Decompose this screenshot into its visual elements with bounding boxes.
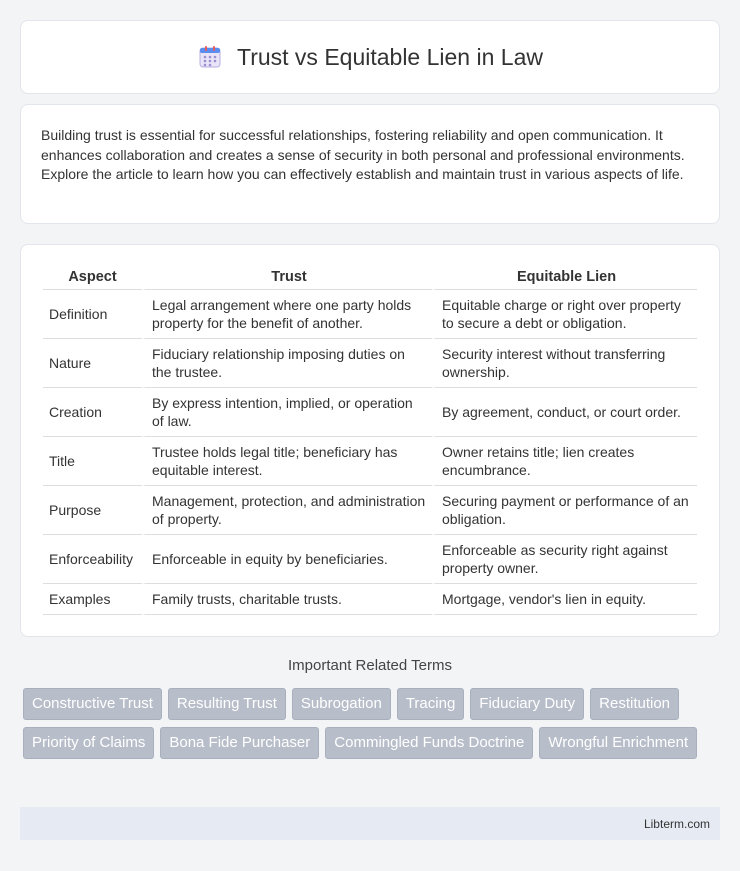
cell-aspect: Definition: [43, 290, 142, 339]
table-row: [43, 584, 697, 615]
intro-card: [20, 104, 720, 224]
cell-aspect: Nature: [43, 339, 142, 388]
cell-aspect: Purpose: [43, 486, 142, 535]
cell-lien: By agreement, conduct, or court order.: [432, 388, 697, 437]
cell-trust: Enforceable in equity by beneficiaries.: [142, 535, 432, 584]
related-terms-list: [23, 688, 723, 759]
intro-text: Building trust is essential for successful relationships, fostering reliability and open communication. It enhances collaboration and creates a sense of security in both personal and professional environments. Explore the article to learn how you can effectively establish and maintain trust in various aspects of life.: [41, 127, 685, 182]
cell-aspect: Creation: [43, 388, 142, 437]
related-term-tag[interactable]: Subrogation: [292, 688, 391, 720]
cell-trust: Legal arrangement where one party holds property for the benefit of another.: [142, 290, 432, 339]
cell-aspect: Enforceability: [43, 535, 142, 584]
table-row: [43, 486, 697, 535]
related-terms-title: Important Related Terms: [288, 657, 452, 674]
related-term-tag[interactable]: Resulting Trust: [168, 688, 286, 720]
cell-trust: Trustee holds legal title; beneficiary has equitable interest.: [142, 437, 432, 486]
cell-lien: Mortgage, vendor's lien in equity.: [432, 584, 697, 615]
cell-trust: Family trusts, charitable trusts.: [142, 584, 432, 615]
related-term-tag[interactable]: Tracing: [397, 688, 464, 720]
page-title: Trust vs Equitable Lien in Law: [237, 43, 543, 70]
footer: [20, 807, 720, 840]
table-row: [43, 535, 697, 584]
comparison-card: [20, 244, 720, 637]
table-header-row: [43, 265, 697, 290]
header-trust: Trust: [142, 265, 432, 290]
related-term-tag[interactable]: Restitution: [590, 688, 679, 720]
header-card: [20, 20, 720, 94]
cell-lien: Securing payment or performance of an obligation.: [432, 486, 697, 535]
table-row: [43, 290, 697, 339]
cell-trust: Fiduciary relationship imposing duties on the trustee.: [142, 339, 432, 388]
cell-lien: Security interest without transferring ownership.: [432, 339, 697, 388]
comparison-table: [43, 265, 697, 615]
related-term-tag[interactable]: Priority of Claims: [23, 727, 154, 759]
cell-trust: Management, protection, and administration of property.: [142, 486, 432, 535]
cell-trust: By express intention, implied, or operation of law.: [142, 388, 432, 437]
header-aspect: Aspect: [43, 265, 142, 290]
related-term-tag[interactable]: Bona Fide Purchaser: [160, 727, 319, 759]
cell-aspect: Examples: [43, 584, 142, 615]
related-term-tag[interactable]: Commingled Funds Doctrine: [325, 727, 533, 759]
cell-lien: Equitable charge or right over property to secure a debt or obligation.: [432, 290, 697, 339]
footer-site-link[interactable]: Libterm.com: [643, 816, 710, 831]
table-row: [43, 388, 697, 437]
cell-lien: Enforceable as security right against property owner.: [432, 535, 697, 584]
calendar-icon: [197, 44, 223, 70]
header-equitable-lien: Equitable Lien: [432, 265, 697, 290]
related-term-tag[interactable]: Constructive Trust: [23, 688, 162, 720]
table-row: [43, 339, 697, 388]
related-term-tag[interactable]: Wrongful Enrichment: [539, 727, 697, 759]
cell-aspect: Title: [43, 437, 142, 486]
cell-lien: Owner retains title; lien creates encumbrance.: [432, 437, 697, 486]
related-term-tag[interactable]: Fiduciary Duty: [470, 688, 584, 720]
table-row: [43, 437, 697, 486]
